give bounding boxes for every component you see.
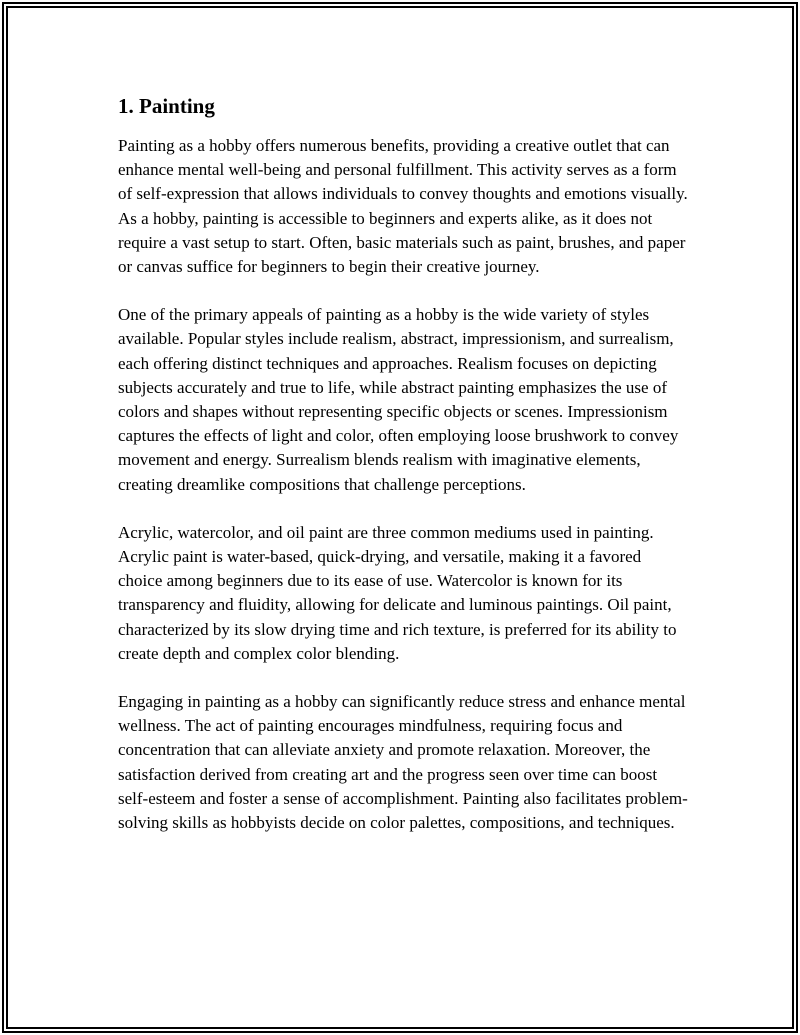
paragraph-styles: One of the primary appeals of painting as a hobby is the wide variety of styles available. Popular styles include realism, abstract, impressionism, and surrealism, each offering distinct techniques and approaches. Realism focuses on depicting subjects accurately and true to life, while abstract painting emphasizes the use of colors and shapes without representing specific objects or scenes. Impressionism captures the effects of light and color, often employing loose brushwork to convey movement and energy. Surrealism blends realism with imaginative elements, creating dreamlike compositions that challenge perceptions. — [118, 305, 679, 494]
paragraph-benefits: Painting as a hobby offers numerous benefits, providing a creative outlet that can enhance mental well-being and personal fulfillment. This activity serves as a form of self-expression that allows individuals to convey thoughts and emotions visually. As a hobby, painting is accessible to beginners and experts alike, as it does not require a vast setup to start. Often, basic materials such as paint, brushes, and paper or canvas suffice for beginners to begin their creative journey. — [118, 136, 688, 277]
section-heading: 1. Painting — [118, 94, 215, 118]
document-body — [118, 92, 688, 859]
paragraph-wellness: Engaging in painting as a hobby can significantly reduce stress and enhance mental wellness. The act of painting encourages mindfulness, requiring focus and concentration that can alleviate anxiety and promote relaxation. Moreover, the satisfaction derived from creating art and the progress seen over time can boost self-esteem and foster a sense of accomplishment. Painting also facilitates problem-solving skills as hobbyists decide on color palettes, compositions, and techniques. — [118, 692, 688, 833]
paragraph-mediums: Acrylic, watercolor, and oil paint are three common mediums used in painting. Acrylic paint is water-based, quick-drying, and versatile, making it a favored choice among beginners due to its ease of use. Watercolor is known for its transparency and fluidity, allowing for delicate and luminous paintings. Oil paint, characterized by its slow drying time and rich texture, is preferred for its ability to create depth and complex color blending. — [118, 522, 677, 663]
